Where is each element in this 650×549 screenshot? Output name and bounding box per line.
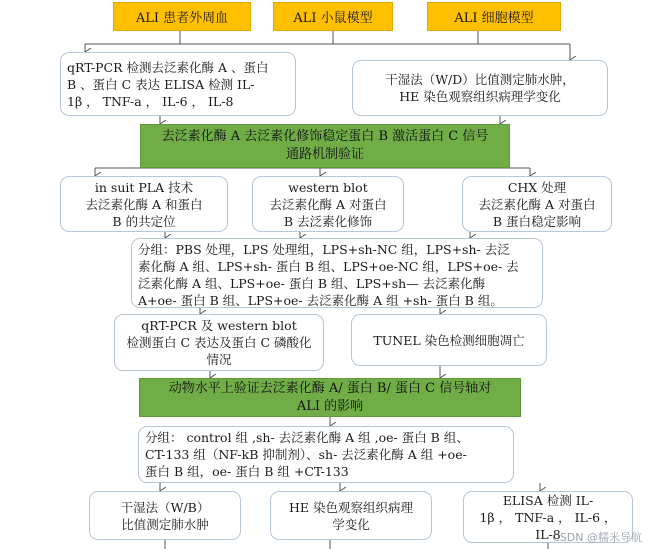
wet-dry-ratio-box: 干湿法（W/B） 比值测定肺水肿 [89,491,241,540]
animal-validation-banner: 动物水平上验证去泛素化酶 A/ 蛋白 B/ 蛋白 C 信号轴对 ALI 的影响 [139,378,521,417]
wet-dry-he-staining-box: 干湿法（W/D）比值测定肺水肿， HE 染色观察组织病理学变化 [352,60,608,116]
mechanism-verification-banner: 去泛素化酶 A 去泛素化修饰稳定蛋白 B 激活蛋白 C 信号 通路机制验证 [140,124,510,168]
cell-grouping-box: 分组：PBS 处理，LPS 处理组，LPS+sh-NC 组，LPS+sh- 去泛 素化酶 A 组、LPS+sh- 蛋白 B 组、LPS+oe-NC 组，LPS+oe- 去 泛素化酶 A 组、LPS+oe- 蛋白 B 组、LPS+sh— 去泛素化酶 A+oe- 蛋白 B 组、LPS+oe- 去泛素化酶 A 组 +sh- 蛋白 B 组。 [131,238,543,308]
elisa-cytokines-box: ELISA 检测 IL- 1β ， TNF-a ， IL-6 ， IL-8 [463,491,633,543]
qpcr-western-protein-c-box: qRT-PCR 及 western blot 检测蛋白 C 表达及蛋白 C 磷酸化 情况 [114,314,324,371]
pla-colocalization-box: in suit PLA 技术 去泛素化酶 A 和蛋白 B 的共定位 [60,176,228,232]
he-staining-box: HE 染色观察组织病理 学变化 [270,491,432,540]
watermark: CSDN @糯米导航 [552,531,642,544]
western-blot-ubiquitination-box: western blot 去泛素化酶 A 对蛋白 B 去泛素化修饰 [252,176,404,232]
source-patient-blood: ALI 患者外周血 [113,2,251,31]
animal-grouping-box: 分组： control 组 ,sh- 去泛素化酶 A 组 ,oe- 蛋白 B 组、 CT-133 组（NF-kB 抑制剂）、sh- 去泛素化酶 A 组 +oe- 蛋白 B 组，oe- 蛋白 B 组 +CT-133 [138,426,514,483]
source-cell-model: ALI 细胞模型 [427,2,561,31]
source-mouse-model: ALI 小鼠模型 [273,2,393,31]
qpcr-elisa-detection-box: qRT-PCR 检测去泛素化酶 A 、蛋白 B 、蛋白 C 表达 ELISA 检测 IL- 1β ， TNF-a ， IL-6 ， IL-8 [60,52,296,116]
tunel-apoptosis-box: TUNEL 染色检测细胞凋亡 [351,314,547,366]
chx-stability-box: CHX 处理 去泛素化酶 A 对蛋白 B 蛋白稳定影响 [462,176,612,232]
